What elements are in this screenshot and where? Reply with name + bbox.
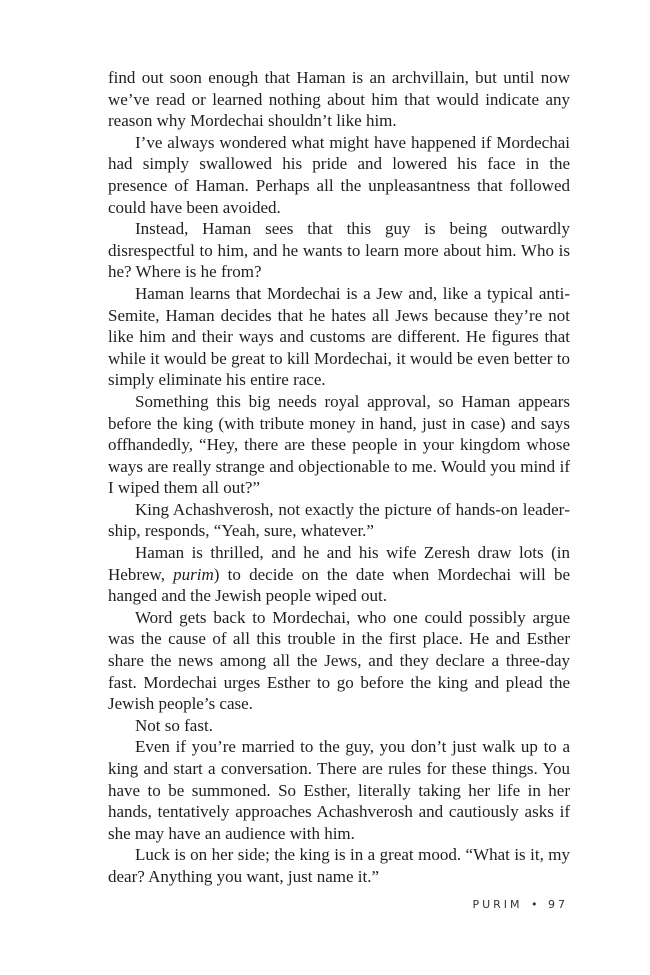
paragraph-5: Something this big needs royal approval, so Haman appears before the king (with tribute money in hand, just in case) and says offhandedly, “Hey, there are these people in your kingdom whose ways are really strange and objectionable to me. Would you mind if I wiped them all out?” bbox=[108, 391, 570, 498]
paragraph-7 bbox=[108, 542, 570, 607]
running-head: PURIM bbox=[472, 898, 523, 911]
page-number: 97 bbox=[548, 898, 568, 911]
page-footer bbox=[472, 898, 568, 911]
paragraph-6: King Achashverosh, not exactly the picture of hands-on leadership, responds, “Yeah, sure, whatever.” bbox=[108, 499, 570, 541]
paragraph-10: Even if you’re married to the guy, you don’t just walk up to a king and start a conversation. There are rules for these things. You have to be summoned. So Esther, literally taking her life in her hands, tentatively approaches Achashverosh and cautiously asks if she may have an audience with him. bbox=[108, 737, 570, 843]
paragraph-4: Haman learns that Mordechai is a Jew and, like a typical anti-Semite, Haman decides that he hates all Jews because they’re not like him and their ways and customs are different. He figures that while it would be great to kill Mordechai, it would be even better to simply eliminate his entire race. bbox=[108, 283, 570, 390]
body-text bbox=[108, 67, 570, 888]
paragraph-11: Luck is on her side; the king is in a great mood. “What is it, my dear? Anything you want, just name it.” bbox=[108, 845, 570, 886]
purim-italic: purim bbox=[173, 564, 214, 584]
footer-separator: • bbox=[531, 898, 538, 911]
paragraph-7-before: Haman is thrilled, and he and his wife Zeresh draw lots (in Hebrew, bbox=[108, 543, 570, 584]
paragraph-3: Instead, Haman sees that this guy is being outwardly disrespectful to him, and he wants to learn more about him. Who is he? Where is he from? bbox=[108, 219, 570, 282]
paragraph-7-after: ) to decide on the date when Mordechai will be hanged and the Jewish people wiped out. bbox=[108, 564, 570, 606]
paragraph-2: I’ve always wondered what might have happened if Mordechai had simply swallowed his pride and lowered his face in the presence of Haman. Perhaps all the unpleasantness that followed could have been avoided. bbox=[108, 132, 570, 217]
paragraph-1: find out soon enough that Haman is an archvillain, but until now we’ve read or learned nothing about him that would indicate any reason why Mordechai shouldn’t like him. bbox=[108, 68, 570, 131]
paragraph-9: Not so fast. bbox=[135, 715, 213, 735]
paragraph-8: Word gets back to Mordechai, who one could possibly argue was the cause of all this trouble in the first place. He and Esther share the news among all the Jews, and they declare a three-day fast. Mordechai urges Esther to go before the king and plead the Jewish people’s case. bbox=[108, 607, 570, 714]
